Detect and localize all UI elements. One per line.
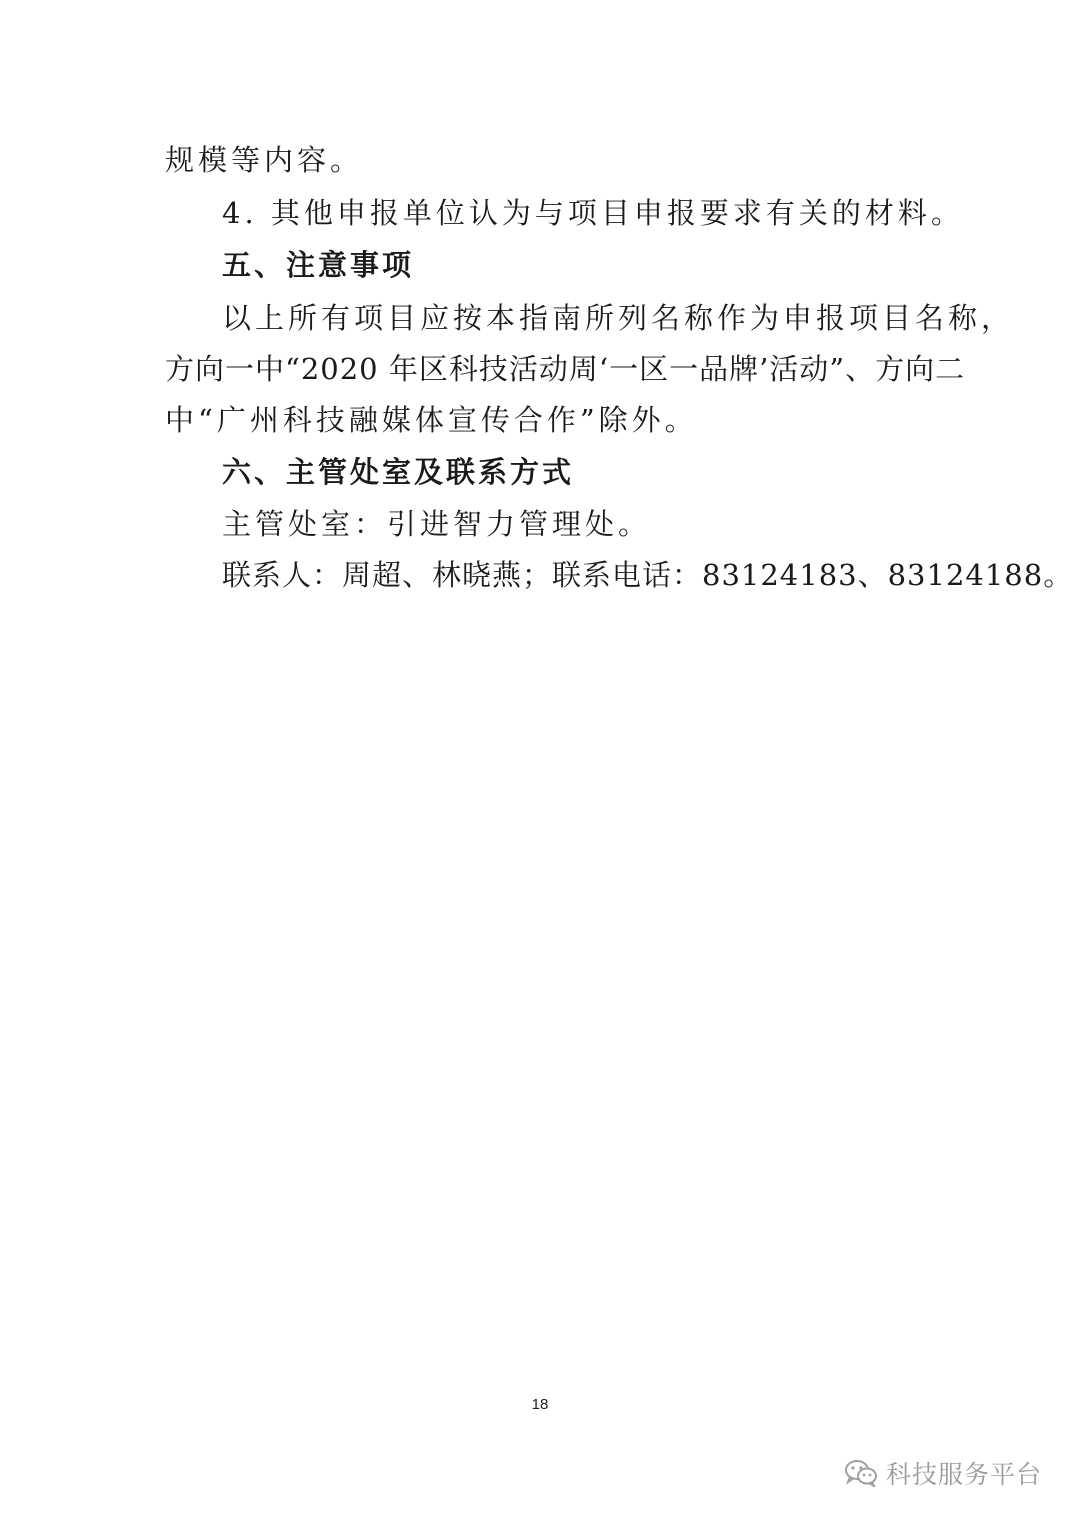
body-text-contact: 联系人：周超、林晓燕；联系电话：83124183、83124188。	[222, 558, 1074, 592]
section-heading-notes: 五、注意事项	[222, 248, 415, 282]
body-text-department: 主管处室：引进智力管理处。	[222, 507, 652, 541]
body-text-line: 规模等内容。	[165, 143, 364, 177]
watermark	[844, 1455, 1042, 1491]
section-heading-contact: 六、主管处室及联系方式	[222, 455, 575, 489]
watermark-text: 科技服务平台	[885, 1460, 1042, 1489]
list-item-4: 4. 其他申报单位认为与项目申报要求有关的材料。	[222, 196, 964, 230]
body-text-line: 以上所有项目应按本指南所列名称作为申报项目名称，	[222, 301, 1015, 335]
page-number: 18	[531, 1396, 549, 1413]
body-text-line: 中“广州科技融媒体宣传合作”除外。	[165, 403, 698, 437]
body-text-line: 方向一中“2020 年区科技活动周‘一区一品牌’活动”、方向二	[165, 352, 966, 386]
wechat-icon	[844, 1459, 878, 1487]
